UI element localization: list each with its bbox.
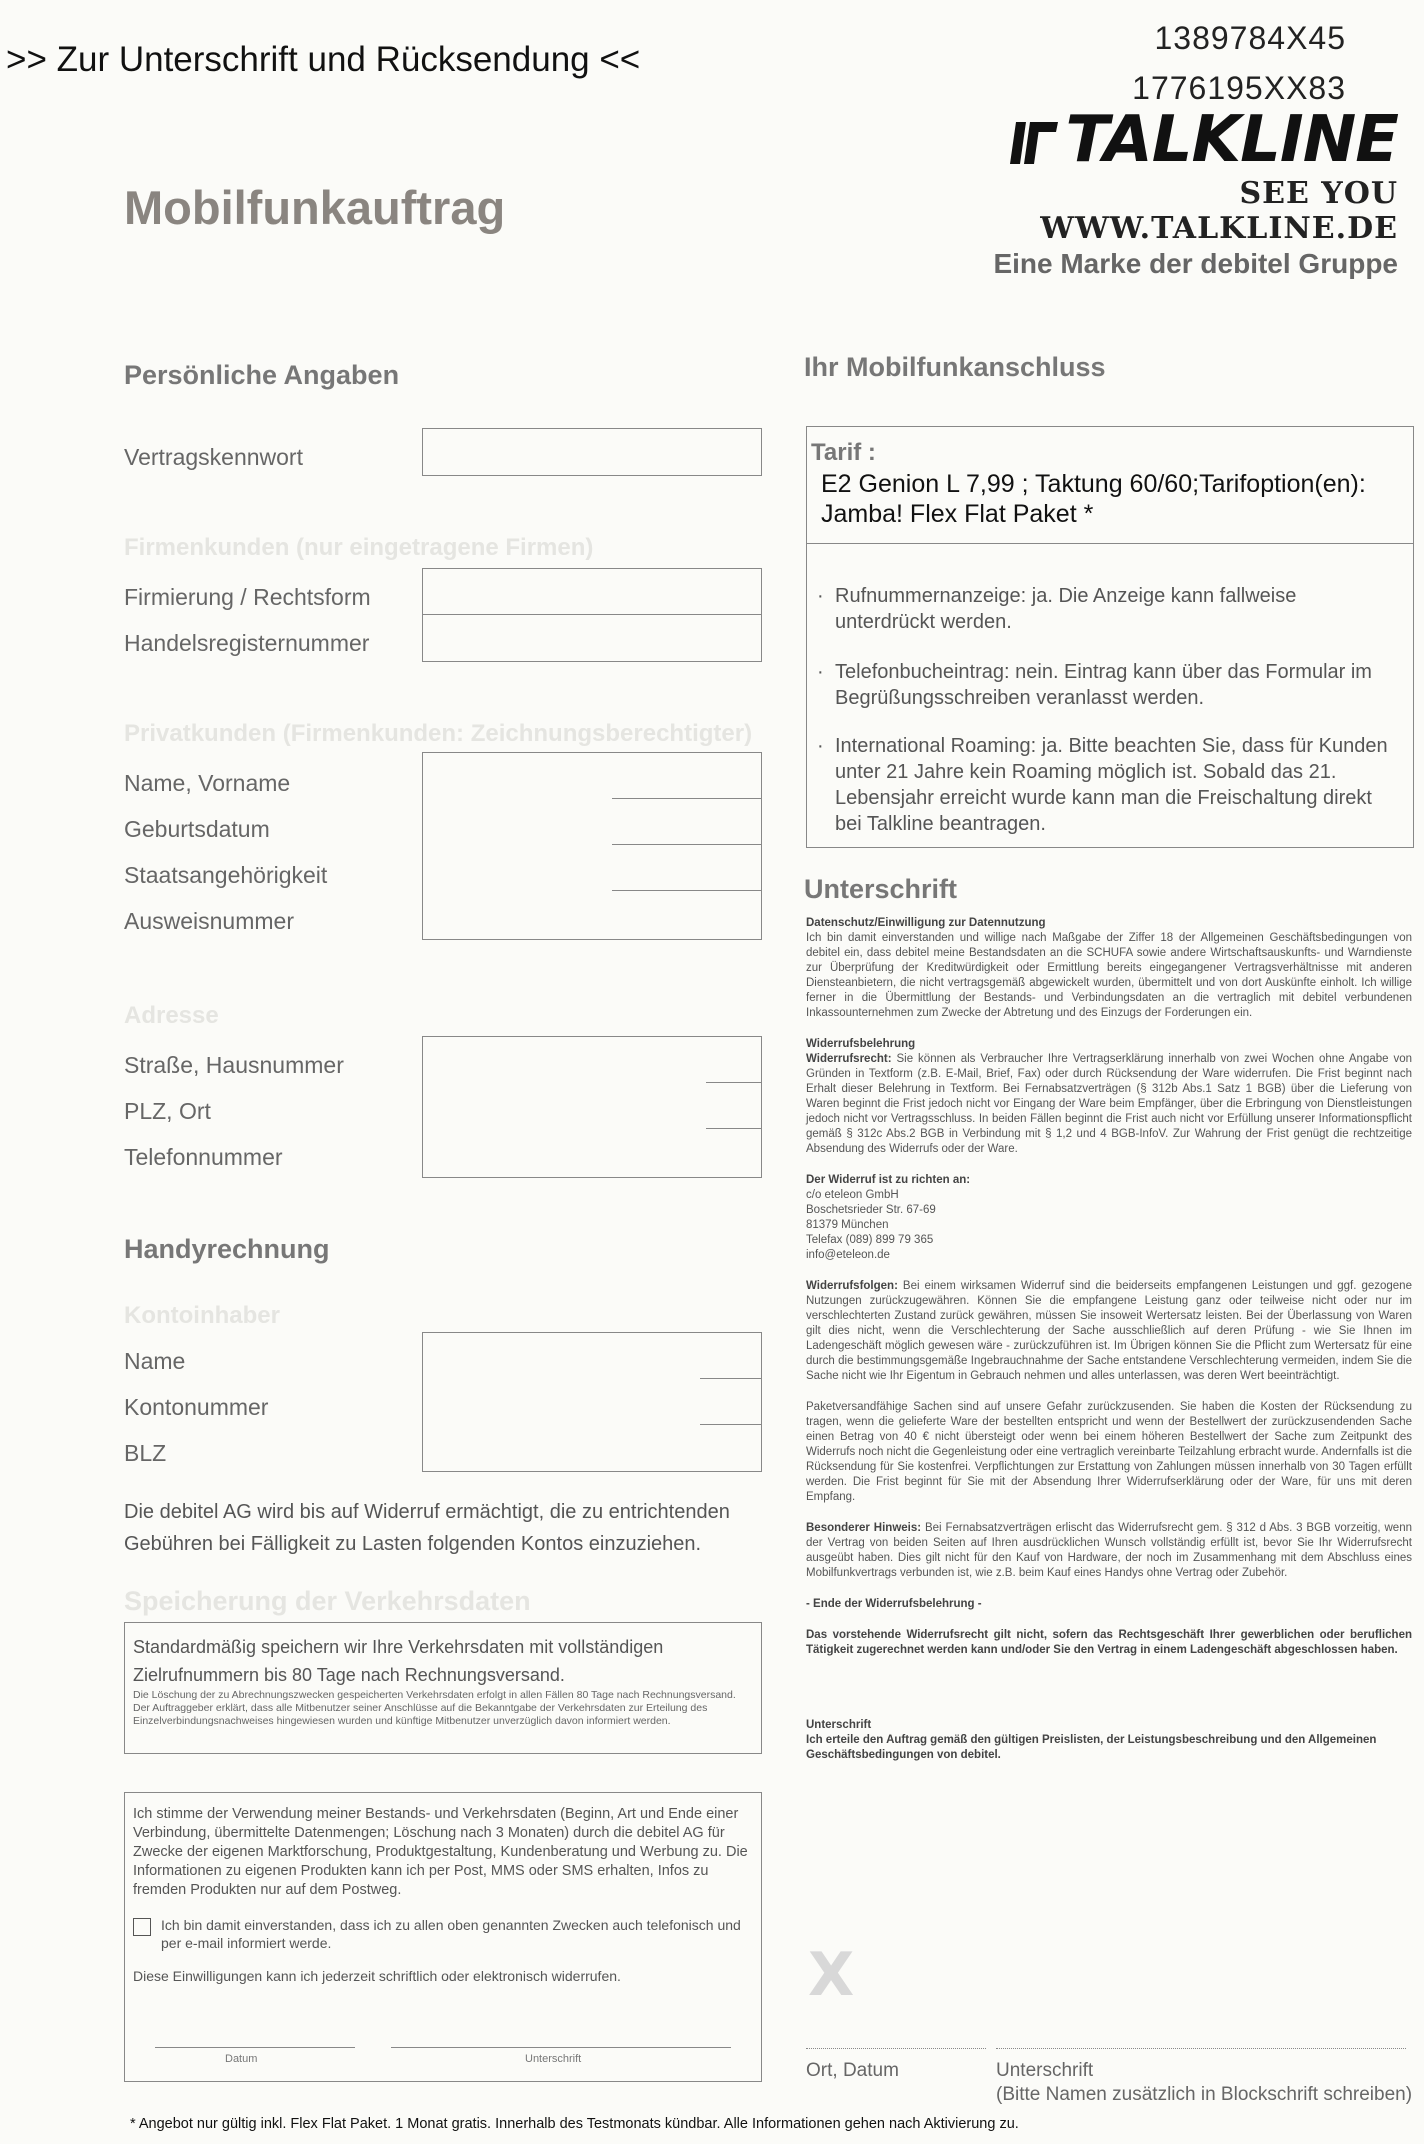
note-lead: Besonderer Hinweis: xyxy=(806,1522,922,1534)
address-divider-1 xyxy=(706,1082,762,1083)
connection-heading: Ihr Mobilfunkanschluss xyxy=(804,352,1106,382)
private-heading: Privatkunden (Firmenkunden: Zeichnungsberechtigter) xyxy=(124,720,753,747)
company-label: Firmierung / Rechtsform xyxy=(124,584,371,610)
address-fields[interactable] xyxy=(422,1036,762,1178)
bank-divider-1 xyxy=(700,1378,762,1379)
privacy-text: Ich bin damit einverstanden und willige nach Maßgabe der Ziffer 18 der Allgemeinen Geschäftsbedingungen von debitel ein, dass debitel meine Bestandsdaten an die SCHUFA sowie andere Wirtschaftsauskunfts- und Warndienste zur Überprüfung der Kreditwürdigkeit oder Ermittlung bereits eingegangener Vertragsverhältnisse mit anderen Diensteanbietern, die nicht vertragsgemäß abgewickelt wurden, übermittelt und von dort Auskünfte einholt. Ich willige ferner in die Übermittlung der Bestands- und Verbindungsdaten an die vertraglich mit debitel verbundenen Inkassounternehmen zum Zwecke der Abtretung und des Einzugs der Forderungen ein. xyxy=(806,932,1412,1019)
business-heading: Firmenkunden (nur eingetragene Firmen) xyxy=(124,534,594,561)
reference-number-1: 1389784X45 xyxy=(1154,20,1346,56)
block-letters-hint: (Bitte Namen zusätzlich in Blockschrift schreiben) xyxy=(996,2084,1413,2105)
id-number-label: Ausweisnummer xyxy=(124,908,294,934)
exclusion-text: Das vorstehende Widerrufsrecht gilt nicht, sofern das Rechtsgeschäft Ihrer gewerblichen oder beruflichen Tätigkeit zugerechnet werden kann und/oder Sie den Vertrag in einem Ladengeschäft abgeschlossen haben. xyxy=(806,1629,1412,1656)
order-sign-title: Unterschrift xyxy=(806,1719,872,1731)
withdrawal-title: Widerrufsbelehrung xyxy=(806,1038,916,1050)
storage-main-text: Standardmäßig speichern wir Ihre Verkehrsdaten mit vollständigen Zielrufnummern bis 80 Tage nach Rechnungsversand. xyxy=(133,1637,664,1685)
place-date-line[interactable] xyxy=(806,2048,986,2049)
address-line-4: Telefax (089) 899 79 365 xyxy=(806,1234,934,1246)
consequences-text: Bei einem wirksamen Widerruf sind die beiderseits empfangenen Leistungen und ggf. gezogene Nutzungen zurückzugewähren. Können Sie die empfangene Leistung ganz oder teilweise nicht oder nur im verschlechterten Zustand zurück gewähren, müssen Sie insoweit Wertersatz leisten. Bei der Überlassung von Waren gilt dies nicht, wenn die Verschlechterung der Sache ausschließlich auf deren Prüfung - wie Sie Ihnen im Ladengeschäft möglich gewesen wäre - zurückzuführen ist. Im Übrigen können Sie die Pflicht zum Wertersatz für eine durch die bestimmungsgemäße Ingebrauchnahme der Sache entstandene Verschlechterung vermeiden, indem Sie die Sache nicht wie Ihr Eigentum in Gebrauch nehmen und alles unterlassen, was deren Wert beeinträchtigt. xyxy=(806,1280,1412,1382)
birthdate-label: Geburtsdatum xyxy=(124,816,270,842)
consent-signature-label: Unterschrift xyxy=(525,2053,582,2065)
bank-fields[interactable] xyxy=(422,1332,762,1472)
private-fields[interactable] xyxy=(422,752,762,940)
blz-label: BLZ xyxy=(124,1440,167,1466)
account-owner-heading: Kontoinhaber xyxy=(124,1302,280,1329)
footer-note: * Angebot nur gültig inkl. Flex Flat Paket. 1 Monat gratis. Innerhalb des Testmonats kündbar. Alle Informationen gehen nach Aktivierung zu. xyxy=(130,2116,1019,2132)
consent-text: Ich stimme der Verwendung meiner Bestands- und Verkehrsdaten (Beginn, Art und Ende einer Verbindung, übermittelte Datenmengen; Löschung nach 3 Monaten) durch die debitel AG für Zwecke der eigenen Marktforschung, Produktgestaltung, Kundenberatung und Werbung zu. Die Informationen zu eigenen Produkten kann ich per Post, MMS oder SMS erhalten, Infos zu fremden Produkten nur auf dem Postweg. xyxy=(133,1806,748,1898)
phone-label: Telefonnummer xyxy=(124,1144,283,1170)
register-label: Handelsregisternummer xyxy=(124,630,370,656)
nationality-label: Staatsangehörigkeit xyxy=(124,862,328,888)
consent-checkbox-label: Ich bin damit einverstanden, dass ich zu allen oben genannten Zwecken auch telefonisch und per e-mail informiert werde. xyxy=(161,1917,741,1951)
consent-checkbox[interactable] xyxy=(133,1918,151,1936)
address-title: Der Widerruf ist zu richten an: xyxy=(806,1174,971,1186)
consequences-lead: Widerrufsfolgen: xyxy=(806,1280,898,1292)
order-signature-line[interactable] xyxy=(996,2048,1406,2049)
address-heading: Adresse xyxy=(124,1002,219,1029)
storage-heading: Speicherung der Verkehrsdaten xyxy=(124,1586,531,1616)
password-label: Vertragskennwort xyxy=(124,444,303,470)
street-label: Straße, Hausnummer xyxy=(124,1052,344,1078)
business-divider xyxy=(422,614,762,615)
private-divider-3 xyxy=(612,890,762,891)
tarif-divider xyxy=(807,543,1413,544)
address-line-1: c/o eteleon GmbH xyxy=(806,1189,899,1201)
talkline-logo xyxy=(968,103,1398,280)
private-divider-1 xyxy=(612,798,762,799)
bank-divider-2 xyxy=(700,1424,762,1425)
business-fields[interactable] xyxy=(422,568,762,662)
consent-box xyxy=(124,1792,762,2082)
phonebook-info: · Telefonbucheintrag: nein. Eintrag kann über das Formular im Begrüßungsschreiben veranlasst werden. xyxy=(835,659,1395,711)
talkline-mark-icon xyxy=(1010,118,1060,168)
logo-brand-line: Eine Marke der debitel Gruppe xyxy=(993,248,1398,279)
address-line-5: info@eteleon.de xyxy=(806,1249,890,1261)
address-divider-2 xyxy=(706,1128,762,1129)
withdrawal-lead: Widerrufsrecht: xyxy=(806,1053,892,1065)
address-line-2: Boschetsrieder Str. 67-69 xyxy=(806,1204,936,1216)
connection-box xyxy=(806,426,1414,848)
logo-wordmark: TALKLINE xyxy=(1065,103,1398,177)
parcel-text: Paketversandfähige Sachen sind auf unsere Gefahr zurückzusenden. Sie haben die Kosten der Rücksendung zu tragen, wenn die gelieferte Ware der bestellten entspricht und wenn der Bestellwert der zurückzusendenden Sache einen Betrag von 40 € nicht übersteigt oder wenn bei einem höheren Bestellwert der Sache zum Zeitpunkt des Widerrufs noch nicht die Gegenleistung oder eine vertraglich vereinbarte Teilzahlung erbracht wurde. Andernfalls ist die Rücksendung für Sie kostenfrei. Verpflichtungen zur Erstattung von Zahlungen müssen innerhalb von 30 Tagen erfüllt werden. Die Frist beginnt für Sie mit der Absendung Ihrer Widerrufserklärung oder der Ware, für uns mit deren Empfang. xyxy=(806,1401,1412,1503)
place-date-label: Ort, Datum xyxy=(806,2060,899,2081)
owner-name-label: Name xyxy=(124,1348,186,1374)
city-label: PLZ, Ort xyxy=(124,1098,211,1124)
tarif-line-1: E2 Genion L 7,99 ; Taktung 60/60;Tarifoption(en): xyxy=(821,470,1366,498)
account-number-label: Kontonummer xyxy=(124,1394,269,1420)
consent-date-label: Datum xyxy=(225,2053,258,2065)
direct-debit-text: Die debitel AG wird bis auf Widerruf ermächtigt, die zu entrichtenden Gebühren bei Fälligkeit zu Lasten folgenden Kontos einzuziehen. xyxy=(124,1501,730,1555)
signature-heading: Unterschrift xyxy=(804,874,958,904)
order-sign-text: Ich erteile den Auftrag gemäß den gültigen Preislisten, der Leistungsbeschreibung und den Allgemeinen Geschäftsbedingungen von debitel. xyxy=(806,1734,1377,1761)
sign-here-mark: X xyxy=(808,1940,855,2010)
withdrawal-text: Sie können als Verbraucher Ihre Vertragserklärung innerhalb von zwei Wochen ohne Angabe von Gründen in Textform (z.B. E-Mail, Brief, Fax) oder durch Rücksendung der Ware widerrufen. Die Frist beginnt nach Erhalt dieser Belehrung in Textform. Bei Fernabsatzverträgen (§ 312b Abs.1 Satz 1 BGB) über die Lieferung von Waren beginnt die Frist jedoch nicht vor Eingang der Ware beim Empfänger, über die Erbringung von Dienstleistungen jedoch nicht vor Vertragsschluss. In beiden Fällen beginnt die Frist auch nicht vor Erfüllung unserer Informationspflicht gemäß § 312c Abs.2 BGB in Verbindung mit § 1,2 und 4 BGB-InfoV. Zur Wahrung der Frist genügt die rechtzeitige Absendung des Widerrufs oder der Ware. xyxy=(806,1053,1413,1155)
billing-heading: Handyrechnung xyxy=(124,1234,330,1264)
consent-date-line[interactable] xyxy=(155,2047,355,2048)
storage-fine-text: Die Löschung der zu Abrechnungszwecken gespeicherten Verkehrsdaten erfolgt in allen Fällen 80 Tage nach Rechnungsversand. Der Auftraggeber erklärt, dass alle Mitbenutzer seiner Anschlüsse auf die Bekanntgabe der Verkehrsdaten zur Erteilung des Einzelverbindungsnachweises hingewiesen wurden und künftige Mitbenutzer unverzüglich davon informiert werden. xyxy=(133,1689,736,1727)
tarif-line-2: Jamba! Flex Flat Paket * xyxy=(821,500,1094,528)
return-instruction: >> Zur Unterschrift und Rücksendung << xyxy=(6,40,641,79)
order-signature-label: Unterschrift xyxy=(996,2060,1094,2081)
tarif-label: Tarif : xyxy=(811,439,876,466)
legal-text-block xyxy=(806,916,1412,1763)
revoke-text: Diese Einwilligungen kann ich jederzeit schriftlich oder elektronisch widerrufen. xyxy=(133,1968,621,1984)
address-line-3: 81379 München xyxy=(806,1219,889,1231)
storage-box xyxy=(124,1622,762,1754)
privacy-title: Datenschutz/Einwilligung zur Datennutzung xyxy=(806,917,1046,929)
caller-id-info: · Rufnummernanzeige: ja. Die Anzeige kann fallweise unterdrückt werden. xyxy=(835,583,1395,635)
password-field[interactable] xyxy=(422,428,762,476)
name-label: Name, Vorname xyxy=(124,770,291,796)
private-divider-2 xyxy=(612,844,762,845)
reference-number-2: 1776195XX83 xyxy=(1132,70,1346,106)
note-text: Bei Fernabsatzverträgen erlischt das Widerrufsrecht gem. § 312 d Abs. 3 BGB vorzeitig, wenn der Vertrag von beiden Seiten auf Ihren ausdrücklichen Wunsch vollständig erfüllt ist, bevor Sie Ihr Widerrufsrecht ausgeübt haben. Dies gilt nicht für den Kauf von Hardware, der noch im Zusammenhang mit dem Abschluss eines Mobilfunkvertrags verbunden ist, wie z.B. beim Kauf eines Handys ohne Vertrag oder Zubehör. xyxy=(806,1522,1412,1579)
consent-signature-line[interactable] xyxy=(391,2047,731,2048)
roaming-info: · International Roaming: ja. Bitte beachten Sie, dass für Kunden unter 21 Jahre kein Roaming möglich ist. Sobald das 21. Lebensjahr erreicht wurde kann man die Freischaltung direkt bei Talkline beantragen. xyxy=(835,733,1395,837)
personal-heading: Persönliche Angaben xyxy=(124,360,400,390)
page-title: Mobilfunkauftrag xyxy=(124,181,506,234)
withdrawal-end: - Ende der Widerrufsbelehrung - xyxy=(806,1598,982,1610)
logo-tagline: SEE YOU WWW.TALKLINE.DE xyxy=(1040,176,1398,246)
